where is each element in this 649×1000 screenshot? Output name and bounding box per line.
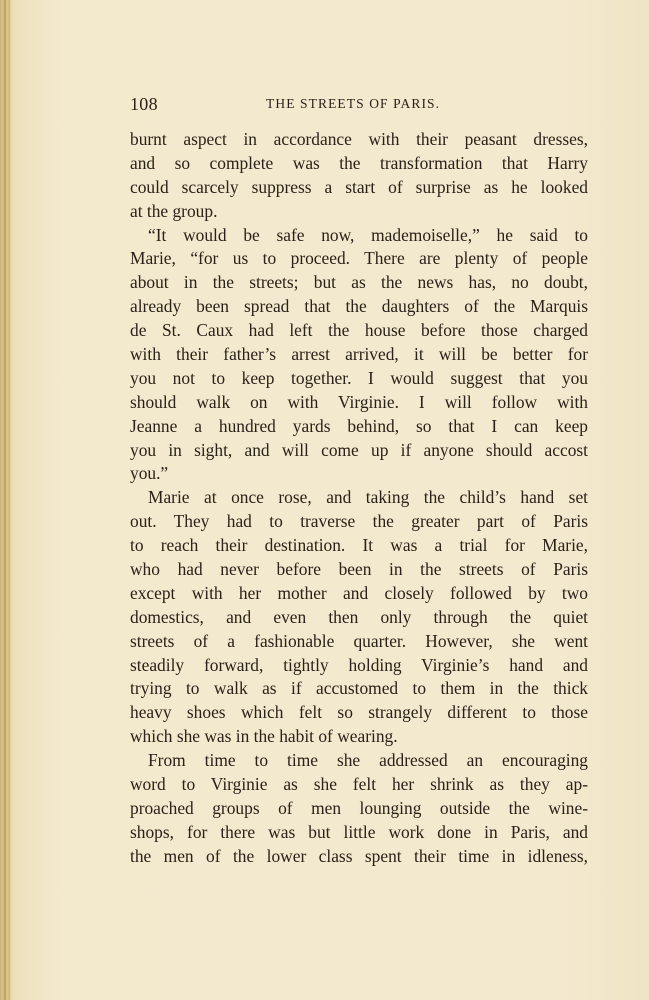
text-line: who had never before been in the streets of Paris bbox=[130, 559, 588, 580]
text-line: about in the streets; but as the news has, no doubt, bbox=[130, 272, 588, 293]
text-line: at the group. bbox=[130, 200, 218, 221]
text-line: and so complete was the transformation that Harry bbox=[130, 152, 588, 173]
text-line: From time to time she addressed an encouraging bbox=[148, 750, 588, 771]
text-line: already been spread that the daughters of the Marquis bbox=[130, 296, 588, 317]
text-line: you.” bbox=[130, 463, 169, 484]
text-line: the men of the lower class spent their time in idleness, bbox=[130, 845, 588, 866]
text-line: trying to walk as if accustomed to them in the thick bbox=[130, 678, 588, 699]
text-line: proached groups of men lounging outside the wine- bbox=[130, 797, 588, 818]
text-line: Marie at once rose, and taking the child’s hand set bbox=[148, 487, 588, 508]
text-line: Marie, “for us to proceed. There are plenty of people bbox=[130, 248, 588, 269]
text-line: streets of a fashionable quarter. However, she went bbox=[130, 630, 588, 651]
text-line: which she was in the habit of wearing. bbox=[130, 726, 398, 747]
text-line: you in sight, and will come up if anyone should accost bbox=[130, 439, 588, 460]
page-binding-edge bbox=[0, 0, 14, 1000]
text-line: de St. Caux had left the house before those charged bbox=[130, 320, 588, 341]
text-line: should walk on with Virginie. I will follow with bbox=[130, 391, 588, 412]
text-line: domestics, and even then only through the quiet bbox=[130, 606, 588, 627]
text-line: “It would be safe now, mademoiselle,” he said to bbox=[148, 224, 588, 245]
text-line: shops, for there was but little work done in Paris, and bbox=[130, 821, 588, 842]
page-number: 108 bbox=[130, 94, 158, 114]
running-head: THE STREETS OF PARIS. bbox=[266, 96, 441, 111]
text-line: word to Virginie as she felt her shrink as they ap- bbox=[130, 774, 588, 795]
text-line: except with her mother and closely followed by two bbox=[130, 582, 588, 603]
text-line: out. They had to traverse the greater part of Paris bbox=[130, 511, 588, 532]
text-line: heavy shoes which felt so strangely different to those bbox=[130, 702, 588, 723]
text-line: you not to keep together. I would suggest that you bbox=[130, 367, 588, 388]
text-line: with their father’s arrest arrived, it will be better for bbox=[130, 344, 588, 365]
text-line: Jeanne a hundred yards behind, so that I can keep bbox=[130, 415, 588, 436]
text-line: burnt aspect in accordance with their peasant dresses, bbox=[130, 129, 588, 149]
body-text bbox=[130, 128, 588, 869]
page-header bbox=[130, 94, 590, 120]
text-line: to reach their destination. It was a trial for Marie, bbox=[130, 535, 588, 556]
text-line: could scarcely suppress a start of surprise as he looked bbox=[130, 176, 588, 197]
text-line: steadily forward, tightly holding Virginie’s hand and bbox=[130, 654, 588, 675]
